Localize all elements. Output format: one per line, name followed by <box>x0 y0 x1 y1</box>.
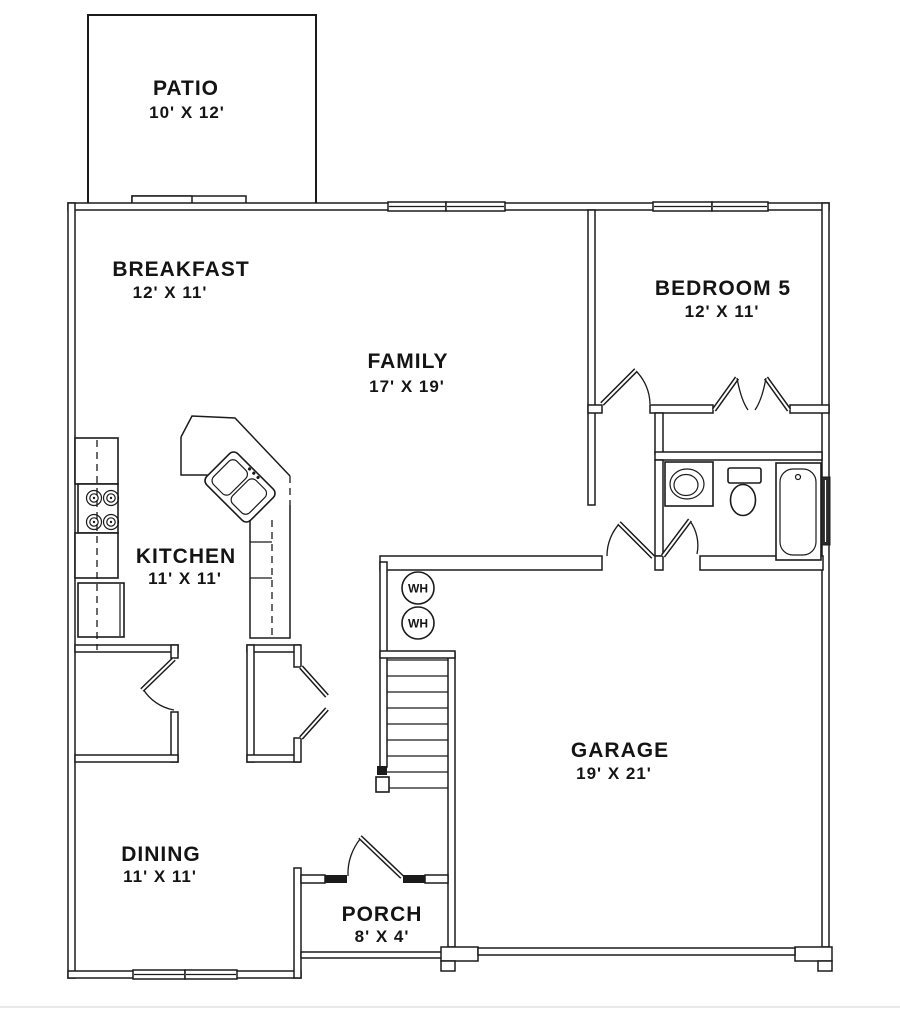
stair-newel-post <box>377 766 387 775</box>
wall-garage-top-jamb <box>655 556 663 570</box>
wall-bathroom-left <box>655 460 663 556</box>
water-heater-label: WH <box>408 581 428 596</box>
wall-closet-bottom <box>655 452 822 460</box>
room-label-family: FAMILY <box>367 350 449 373</box>
room-dims-bedroom5: 12' X 11' <box>684 302 760 321</box>
garage-front <box>441 947 832 971</box>
room-label-bedroom5: BEDROOM 5 <box>654 277 792 300</box>
garage-door <box>478 948 795 955</box>
wall-pantry-bottom <box>75 755 178 762</box>
garage-corner-left <box>441 961 455 971</box>
wall-entry-right <box>425 875 448 883</box>
wall-pantry-top <box>75 645 178 652</box>
water-heater-label: WH <box>408 616 428 631</box>
wall-pantry-right-a <box>171 645 178 658</box>
hall-garage-door <box>607 523 653 557</box>
wall-coat-top <box>247 645 300 652</box>
wall-bedroom-bottom-c <box>790 405 829 413</box>
room-dims-patio: 10' X 12' <box>149 103 225 122</box>
garage-pilaster-right <box>795 947 832 961</box>
window-family <box>388 202 505 211</box>
room-dims-dining: 11' X 11' <box>123 867 197 886</box>
bathtub-icon <box>776 463 821 560</box>
wall-bedroom-bottom-b <box>650 405 713 413</box>
room-label-patio: PATIO <box>152 77 220 100</box>
wall-garage-top-a <box>380 556 602 570</box>
wall-coat-left <box>247 645 254 762</box>
wall-coat-right-b <box>294 738 301 762</box>
coat-closet-doors <box>301 667 327 738</box>
room-label-kitchen: KITCHEN <box>135 545 237 568</box>
room-dims-breakfast: 12' X 11' <box>132 283 208 302</box>
room-label-porch: PORCH <box>341 903 423 926</box>
wall-closet-left <box>655 413 663 454</box>
room-dims-porch: 8' X 4' <box>354 927 410 946</box>
wall-coat-bottom <box>247 755 300 762</box>
window-bathroom <box>821 477 830 545</box>
wall-coat-right-a <box>294 645 301 667</box>
wall-wh-bottom <box>380 651 455 658</box>
wall-bedroom-bottom-a <box>588 405 602 413</box>
room-dims-kitchen: 11' X 11' <box>148 569 222 588</box>
garage-pilaster-left <box>441 947 478 961</box>
wall-right <box>822 203 829 947</box>
front-door <box>325 837 425 883</box>
kitchen-refrigerator <box>78 583 124 637</box>
wall-entry-left <box>301 875 325 883</box>
page-edge-line <box>0 1006 900 1008</box>
window-bedroom5 <box>653 202 768 211</box>
wall-porch-left <box>294 868 301 978</box>
room-label-garage: GARAGE <box>570 739 670 762</box>
water-heaters <box>402 572 434 639</box>
pantry-door <box>142 659 174 710</box>
room-dims-family: 17' X 19' <box>369 377 445 396</box>
wall-family-bedroom <box>588 210 595 505</box>
wall-porch-bottom <box>301 952 448 958</box>
garage-corner-right <box>818 961 832 971</box>
wall-left <box>68 203 75 978</box>
stair-newel-base <box>376 777 389 792</box>
room-dims-garage: 19' X 21' <box>576 764 652 783</box>
room-area-breakfast-family <box>75 210 588 440</box>
wall-stair-left <box>380 562 387 767</box>
wall-garage-left <box>448 653 455 947</box>
room-label-breakfast: BREAKFAST <box>112 258 250 281</box>
window-dining <box>133 970 237 979</box>
room-label-dining: DINING <box>121 843 201 866</box>
